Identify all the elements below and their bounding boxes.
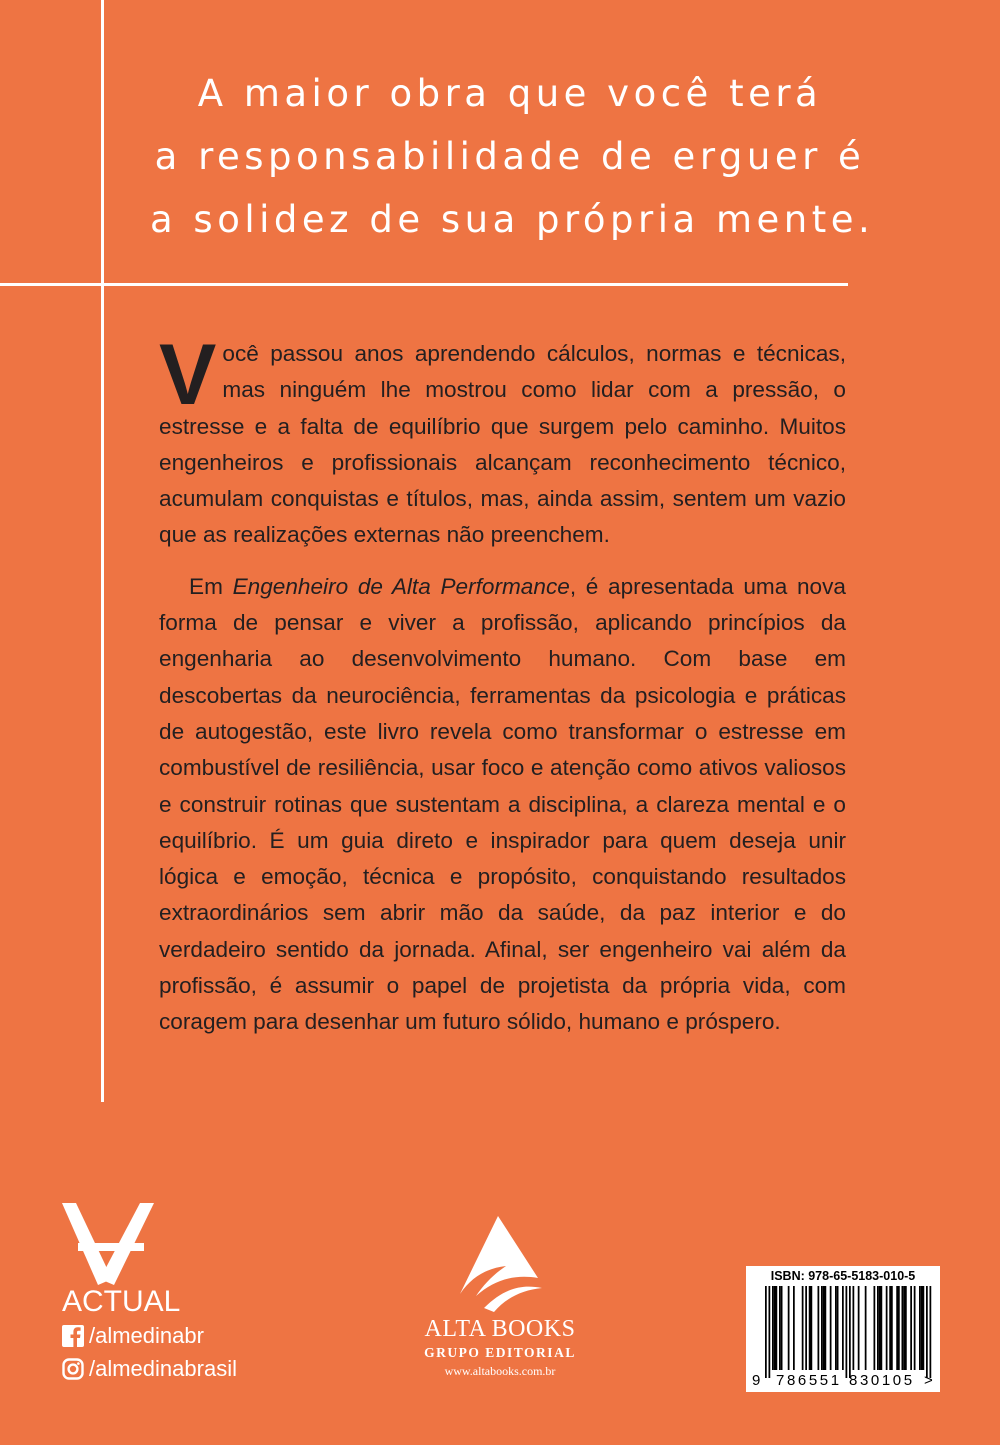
barcode-bar [809,1286,811,1370]
quote-line-1: A maior obra que você terá [197,72,823,115]
barcode-bar [830,1286,832,1370]
barcode-bar [910,1286,912,1370]
vertical-guide-line [101,0,104,1102]
barcode-bar [889,1286,891,1370]
barcode-bar [874,1286,876,1370]
barcode-bar [902,1286,904,1370]
barcode-bar [886,1286,888,1370]
barcode-guard-bar [846,1286,848,1378]
alta-books-url[interactable]: www.altabooks.com.br [444,1364,556,1378]
horizontal-guide-line [0,283,848,286]
synopsis [159,327,846,1041]
barcode-arrow: > [924,1372,933,1389]
alta-books-logo-icon [454,1216,542,1314]
barcode-bar [881,1286,883,1370]
drop-cap: V [159,327,217,423]
barcode-bar [776,1286,778,1370]
barcode-guard-bar [769,1286,771,1378]
barcode-bar [865,1286,867,1370]
instagram-handle[interactable] [62,1356,237,1382]
barcode-bar [788,1286,790,1370]
barcode-bar [898,1286,900,1370]
barcode-bar [837,1286,839,1370]
barcode-bar [772,1286,774,1370]
barcode-bar [818,1286,820,1370]
barcode-bar [903,1286,905,1370]
book-title: Engenheiro de Alta Performance [232,573,570,599]
barcode-bar [825,1286,827,1370]
alta-books-name: ALTA BOOKS [424,1316,576,1342]
barcode-bar [835,1286,837,1370]
paragraph-2-text: , é apresentada uma nova forma de pensar e viver a profissão, aplicando princípios da engenharia ao desenvolvimento humano. Com base em descobertas da neurociência, ferramentas da psicologia e práticas de autogestão, este livro revela como transformar o estresse em combustível de resiliência, usar foco e atenção como ativos valiosos e construir rotinas que sustentam a disciplina, a clareza mental e o equilíbrio. É um guia direto e inspirador para quem deseja unir lógica e emoção, técnica e propósito, conquistando resultados extraordinários sem abrir mão da saúde, da paz interior e do verdadeiro sentido da jornada. Afinal, ser engenheiro vai além da profissão, é assumir o papel de projetista da própria vida, com coragem para desenhar um futuro sólido, humano e próspero. [159,573,846,1035]
barcode-bar [919,1286,921,1370]
barcode-bar [802,1286,804,1370]
barcode-bar [823,1286,825,1370]
barcode-bar [914,1286,916,1370]
barcode-bar [821,1286,823,1370]
synopsis-paragraph-1 [159,327,846,554]
barcode-bar [896,1286,898,1370]
barcode-bar [921,1286,923,1370]
facebook-icon [62,1325,84,1347]
facebook-handle[interactable] [62,1323,204,1349]
isbn-label: ISBN: 978-65-5183-010-5 [770,1269,916,1283]
actual-brand-name: ACTUAL [62,1285,181,1318]
synopsis-paragraph-2 [159,569,846,1041]
isbn-barcode [746,1266,940,1392]
quote-line-2: a responsabilidade de erguer é [154,135,866,178]
barcode-group-2: 830105 [849,1372,915,1389]
barcode-guard-bar [930,1286,932,1378]
barcode-guard-bar [765,1286,767,1378]
barcode-bar [877,1286,879,1370]
quote-line-3: a solidez de sua própria mente. [150,198,875,241]
barcode-bar [905,1286,907,1370]
paragraph-1-text: ocê passou anos aprendendo cálculos, normas e técnicas, mas ninguém lhe mostrou como lidar com a pressão, o estresse e a falta de equilíbrio que surgem pelo caminho. Muitos engenheiros e profissionais alcançam reconhecimento técnico, acumulam conquistas e títulos, mas, ainda assim, sentem um vazio que as realizações externas não preenchem. [159,341,846,548]
instagram-handle-text: /almedinabrasil [89,1356,237,1381]
barcode-guard-bar [849,1286,851,1378]
barcode-bar [779,1286,781,1370]
paragraph-2-intro: Em [189,573,233,599]
facebook-handle-text: /almedinabr [89,1323,204,1348]
pull-quote [150,62,875,251]
barcode-bar [793,1286,795,1370]
barcode-bar [842,1286,844,1370]
barcode-bar [805,1286,807,1370]
alta-books-subtitle: GRUPO EDITORIAL [424,1345,576,1360]
barcode-bar [923,1286,925,1370]
actual-logo-icon [62,1203,172,1285]
barcode-guard-bar [926,1286,928,1378]
barcode-first-digit: 9 [752,1372,761,1389]
barcode-bar [853,1286,855,1370]
barcode-bar [879,1286,881,1370]
barcode-bar [891,1286,893,1370]
barcode-bar [811,1286,813,1370]
instagram-icon [62,1358,84,1380]
barcode-bar [858,1286,860,1370]
barcode-bar [774,1286,776,1370]
barcode-bar [781,1286,783,1370]
barcode-group-1: 786551 [776,1372,842,1389]
